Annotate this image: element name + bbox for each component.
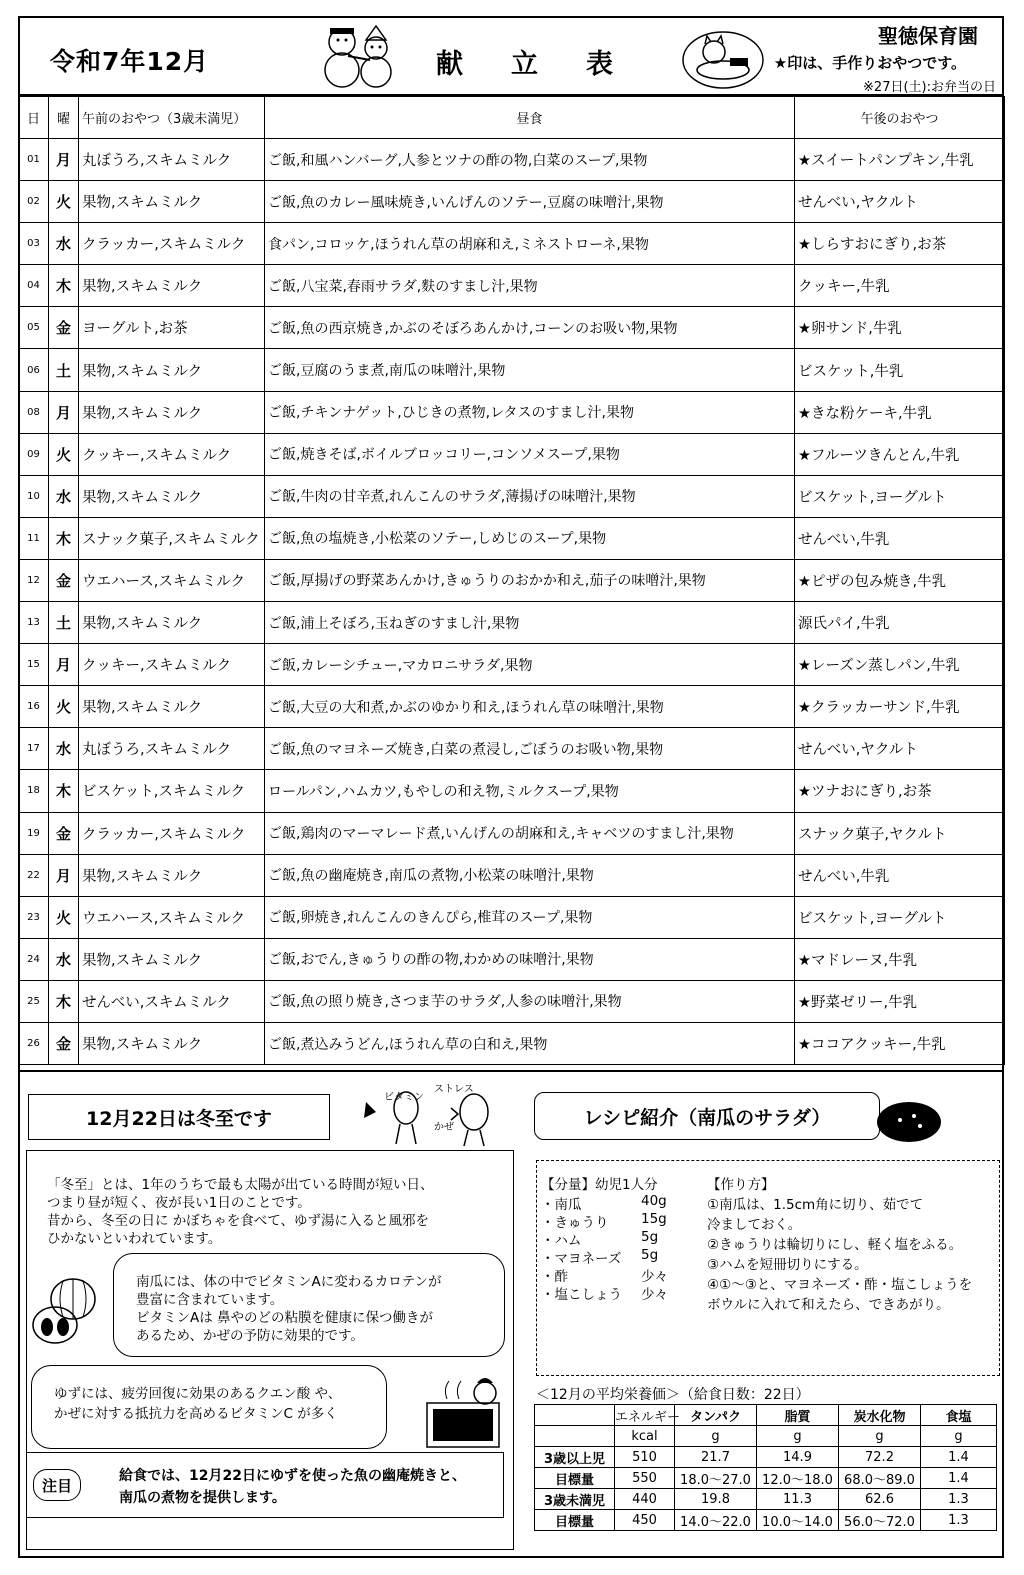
row-am-snack: せんべい,スキムミルク bbox=[79, 980, 265, 1022]
row-am-snack: ビスケット,スキムミルク bbox=[79, 770, 265, 812]
row-dow: 木 bbox=[49, 980, 79, 1022]
row-day: 17 bbox=[19, 728, 49, 770]
row-day: 22 bbox=[19, 854, 49, 896]
row-day: 16 bbox=[19, 686, 49, 728]
menu-row bbox=[19, 223, 1005, 265]
row-am-snack: スナック菓子,スキムミルク bbox=[79, 517, 265, 559]
nutrition-caption: ＜12月の平均栄養価＞（給食日数：22日） bbox=[536, 1387, 810, 1403]
menu-row bbox=[19, 644, 1005, 686]
row-lunch: ご飯,八宝菜,春雨サラダ,麩のすまし汁,果物 bbox=[265, 265, 795, 307]
row-am-snack: 果物,スキムミルク bbox=[79, 265, 265, 307]
row-dow: 土 bbox=[49, 349, 79, 391]
nutrition-unit: kcal bbox=[615, 1426, 675, 1447]
row-lunch: 食パン,コロッケ,ほうれん草の胡麻和え,ミネストローネ,果物 bbox=[265, 223, 795, 265]
row-dow: 火 bbox=[49, 896, 79, 938]
row-day: 13 bbox=[19, 602, 49, 644]
menu-row bbox=[19, 181, 1005, 223]
yuzu-line-1: ゆずには、疲労回復に効果のあるクエン酸 や、 bbox=[54, 1386, 342, 1402]
nutrition-table bbox=[534, 1404, 997, 1531]
recipe-step: ①南瓜は、1.5cm角に切り、茹でて bbox=[707, 1197, 924, 1213]
row-lunch: ご飯,カレーシチュー,マカロニサラダ,果物 bbox=[265, 644, 795, 686]
nutrition-value: 1.4 bbox=[921, 1447, 997, 1468]
star-note: ★印は、手作りおやつです。 bbox=[773, 54, 966, 72]
ingredient-name: ・塩こしょう bbox=[541, 1287, 622, 1303]
ingredient-amount: 少々 bbox=[641, 1269, 668, 1285]
row-pm-snack: ★スイートパンプキン,牛乳 bbox=[795, 139, 1005, 181]
row-day: 10 bbox=[19, 475, 49, 517]
winter-line-4: ひかないといわれています。 bbox=[47, 1231, 222, 1247]
menu-row bbox=[19, 728, 1005, 770]
nutrition-value: 1.4 bbox=[921, 1468, 997, 1489]
nutrition-row-label: 目標量 bbox=[535, 1468, 615, 1489]
nutrition-header: 炭水化物 bbox=[839, 1405, 921, 1426]
row-pm-snack: ビスケット,ヨーグルト bbox=[795, 475, 1005, 517]
row-pm-snack: せんべい,牛乳 bbox=[795, 517, 1005, 559]
nutrition-value: 450 bbox=[615, 1510, 675, 1531]
nutrition-value: 12.0～18.0 bbox=[757, 1468, 839, 1489]
nutrition-value: 56.0～72.0 bbox=[839, 1510, 921, 1531]
row-dow: 金 bbox=[49, 559, 79, 601]
row-dow: 金 bbox=[49, 812, 79, 854]
menu-header-row bbox=[19, 97, 1005, 139]
row-lunch: ご飯,大豆の大和煮,かぶのゆかり和え,ほうれん草の味噌汁,果物 bbox=[265, 686, 795, 728]
row-am-snack: 果物,スキムミルク bbox=[79, 181, 265, 223]
row-dow: 土 bbox=[49, 602, 79, 644]
row-am-snack: ヨーグルト,お茶 bbox=[79, 307, 265, 349]
nutrition-value: 1.3 bbox=[921, 1510, 997, 1531]
ingredient-amount: 15g bbox=[641, 1211, 667, 1227]
row-day: 26 bbox=[19, 1022, 49, 1064]
row-day: 24 bbox=[19, 938, 49, 980]
menu-row bbox=[19, 896, 1005, 938]
recipe-step: ③ハムを短冊切りにする。 bbox=[707, 1257, 868, 1273]
menu-table bbox=[18, 96, 1005, 1065]
menu-row bbox=[19, 139, 1005, 181]
row-day: 18 bbox=[19, 770, 49, 812]
ingredient-name: ・きゅうり bbox=[541, 1215, 609, 1231]
row-day: 04 bbox=[19, 265, 49, 307]
row-lunch: ご飯,煮込みうどん,ほうれん草の白和え,果物 bbox=[265, 1022, 795, 1064]
row-pm-snack: ★クラッカーサンド,牛乳 bbox=[795, 686, 1005, 728]
menu-row bbox=[19, 938, 1005, 980]
row-pm-snack: ビスケット,牛乳 bbox=[795, 349, 1005, 391]
nutrition-header: エネルギー bbox=[615, 1405, 675, 1426]
row-dow: 火 bbox=[49, 433, 79, 475]
ingredient-amount: 5g bbox=[641, 1247, 659, 1263]
menu-row bbox=[19, 559, 1005, 601]
recipe-box bbox=[536, 1160, 1000, 1376]
menu-row bbox=[19, 391, 1005, 433]
row-lunch: ご飯,魚のマヨネーズ焼き,白菜の煮浸し,ごぼうのお吸い物,果物 bbox=[265, 728, 795, 770]
ingredient-amount: 少々 bbox=[641, 1287, 668, 1303]
recipe-step: ②きゅうりは輪切りにし、軽く塩をふる。 bbox=[707, 1237, 963, 1253]
snowman-illustration bbox=[308, 20, 408, 90]
pumpkin-line-3: ビタミンAは 鼻やのどの粘膜を健康に保つ働きが bbox=[136, 1310, 434, 1326]
nutrition-units-row bbox=[535, 1426, 997, 1447]
row-dow: 水 bbox=[49, 938, 79, 980]
row-pm-snack: せんべい,ヤクルト bbox=[795, 728, 1005, 770]
recipe-step: ④①～③と、マヨネーズ・酢・塩こしょうを bbox=[707, 1277, 973, 1293]
menu-row bbox=[19, 265, 1005, 307]
row-am-snack: 果物,スキムミルク bbox=[79, 391, 265, 433]
row-am-snack: 果物,スキムミルク bbox=[79, 938, 265, 980]
row-pm-snack: ★フルーツきんとん,牛乳 bbox=[795, 433, 1005, 475]
page-title: 献立表 bbox=[436, 49, 661, 80]
row-day: 09 bbox=[19, 433, 49, 475]
vitamin-fight-illustration bbox=[346, 1078, 506, 1150]
nutrition-value: 11.3 bbox=[757, 1489, 839, 1510]
row-am-snack: 果物,スキムミルク bbox=[79, 854, 265, 896]
row-lunch: ご飯,卵焼き,れんこんのきんぴら,椎茸のスープ,果物 bbox=[265, 896, 795, 938]
winter-heading: 12月22日は冬至です bbox=[28, 1094, 330, 1140]
ingredient-name: ・ハム bbox=[541, 1233, 582, 1249]
nutrition-unit: g bbox=[757, 1426, 839, 1447]
row-am-snack: クッキー,スキムミルク bbox=[79, 644, 265, 686]
row-pm-snack: せんべい,ヤクルト bbox=[795, 181, 1005, 223]
ingredient-amount: 40g bbox=[641, 1193, 667, 1209]
pumpkin-line-4: あるため、かぜの予防に効果的です。 bbox=[136, 1328, 364, 1344]
row-am-snack: クッキー,スキムミルク bbox=[79, 433, 265, 475]
ingredient-amount: 5g bbox=[641, 1229, 659, 1245]
row-day: 19 bbox=[19, 812, 49, 854]
row-dow: 木 bbox=[49, 265, 79, 307]
illus-vitamin-label: ビタミン bbox=[384, 1092, 424, 1103]
section-divider bbox=[18, 1070, 1004, 1072]
row-dow: 水 bbox=[49, 475, 79, 517]
nutrition-unit: g bbox=[675, 1426, 757, 1447]
attention-badge: 注目 bbox=[33, 1469, 81, 1501]
nutrition-value: 510 bbox=[615, 1447, 675, 1468]
row-am-snack: クラッカー,スキムミルク bbox=[79, 812, 265, 854]
row-day: 06 bbox=[19, 349, 49, 391]
row-am-snack: 果物,スキムミルク bbox=[79, 1022, 265, 1064]
menu-month: 令和7年12月 bbox=[50, 47, 210, 76]
row-am-snack: 丸ぼうろ,スキムミルク bbox=[79, 728, 265, 770]
nutrition-header: 脂質 bbox=[757, 1405, 839, 1426]
row-day: 08 bbox=[19, 391, 49, 433]
nutrition-value: 72.2 bbox=[839, 1447, 921, 1468]
pumpkin-line-2: 豊富に含まれています。 bbox=[136, 1292, 284, 1308]
row-pm-snack: 源氏パイ,牛乳 bbox=[795, 602, 1005, 644]
nutrition-value: 62.6 bbox=[839, 1489, 921, 1510]
menu-row bbox=[19, 686, 1005, 728]
yuzu-bath-illustration bbox=[419, 1369, 509, 1453]
row-am-snack: 果物,スキムミルク bbox=[79, 475, 265, 517]
nutrition-row bbox=[535, 1468, 997, 1489]
row-dow: 火 bbox=[49, 686, 79, 728]
row-am-snack: 果物,スキムミルク bbox=[79, 602, 265, 644]
nutrition-value: 14.0～22.0 bbox=[675, 1510, 757, 1531]
nutrition-unit bbox=[535, 1426, 615, 1447]
row-pm-snack: ★レーズン蒸しパン,牛乳 bbox=[795, 644, 1005, 686]
nutrition-value: 550 bbox=[615, 1468, 675, 1489]
recipe-step: 冷ましておく。 bbox=[707, 1217, 802, 1233]
row-lunch: ご飯,和風ハンバーグ,人参とツナの酢の物,白菜のスープ,果物 bbox=[265, 139, 795, 181]
nutrition-header: タンパク bbox=[675, 1405, 757, 1426]
row-dow: 月 bbox=[49, 854, 79, 896]
row-am-snack: ウエハース,スキムミルク bbox=[79, 559, 265, 601]
pumpkin-illustration bbox=[29, 1273, 109, 1349]
menu-row bbox=[19, 980, 1005, 1022]
row-lunch: ご飯,焼きそば,ボイルブロッコリー,コンソメスープ,果物 bbox=[265, 433, 795, 475]
row-lunch: ご飯,魚の幽庵焼き,南瓜の煮物,小松菜の味噌汁,果物 bbox=[265, 854, 795, 896]
nutrition-unit: g bbox=[839, 1426, 921, 1447]
row-dow: 水 bbox=[49, 223, 79, 265]
row-lunch: ご飯,魚の西京焼き,かぶのそぼろあんかけ,コーンのお吸い物,果物 bbox=[265, 307, 795, 349]
menu-row bbox=[19, 307, 1005, 349]
pumpkin-dish-icon bbox=[874, 1098, 944, 1146]
nutrition-value: 21.7 bbox=[675, 1447, 757, 1468]
row-pm-snack: せんべい,牛乳 bbox=[795, 854, 1005, 896]
nutrition-value: 18.0～27.0 bbox=[675, 1468, 757, 1489]
row-lunch: ご飯,魚の照り焼き,さつま芋のサラダ,人参の味噌汁,果物 bbox=[265, 980, 795, 1022]
row-day: 01 bbox=[19, 139, 49, 181]
row-dow: 月 bbox=[49, 139, 79, 181]
illus-cold-label: かぜ bbox=[434, 1122, 454, 1133]
nutrition-header bbox=[535, 1405, 615, 1426]
row-pm-snack: ★野菜ゼリー,牛乳 bbox=[795, 980, 1005, 1022]
menu-row bbox=[19, 433, 1005, 475]
row-am-snack: 果物,スキムミルク bbox=[79, 349, 265, 391]
row-day: 03 bbox=[19, 223, 49, 265]
col-day: 日 bbox=[19, 97, 49, 139]
nutrition-row bbox=[535, 1447, 997, 1468]
nutrition-headers-row bbox=[535, 1405, 997, 1426]
nutrition-value: 68.0～89.0 bbox=[839, 1468, 921, 1489]
col-lunch: 昼食 bbox=[265, 97, 795, 139]
row-am-snack: クラッカー,スキムミルク bbox=[79, 223, 265, 265]
row-pm-snack: ★きな粉ケーキ,牛乳 bbox=[795, 391, 1005, 433]
menu-row bbox=[19, 770, 1005, 812]
row-lunch: ご飯,魚の塩焼き,小松菜のソテー,しめじのスープ,果物 bbox=[265, 517, 795, 559]
nutrition-row-label: 3歳未満児 bbox=[535, 1489, 615, 1510]
ingredient-name: ・マヨネーズ bbox=[541, 1251, 622, 1267]
row-pm-snack: ★卵サンド,牛乳 bbox=[795, 307, 1005, 349]
nutrition-value: 440 bbox=[615, 1489, 675, 1510]
yuzu-line-2: かぜに対する抵抗力を高めるビタミンC が多く bbox=[54, 1406, 338, 1422]
row-pm-snack: ビスケット,ヨーグルト bbox=[795, 896, 1005, 938]
menu-row bbox=[19, 517, 1005, 559]
ingredient-name: ・酢 bbox=[541, 1269, 568, 1285]
col-pm-snack: 午後のおやつ bbox=[795, 97, 1005, 139]
row-lunch: ご飯,鶏肉のマーマレード煮,いんげんの胡麻和え,キャベツのすまし汁,果物 bbox=[265, 812, 795, 854]
row-lunch: ご飯,浦上そぼろ,玉ねぎのすまし汁,果物 bbox=[265, 602, 795, 644]
col-am-snack: 午前のおやつ（3歳未満児） bbox=[79, 97, 265, 139]
row-pm-snack: ★しらすおにぎり,お茶 bbox=[795, 223, 1005, 265]
row-day: 02 bbox=[19, 181, 49, 223]
row-day: 15 bbox=[19, 644, 49, 686]
row-lunch: ご飯,チキンナゲット,ひじきの煮物,レタスのすまし汁,果物 bbox=[265, 391, 795, 433]
recipe-heading: レシピ紹介（南瓜のサラダ） bbox=[534, 1092, 880, 1140]
winter-line-1: 「冬至」とは、1年のうちで最も太陽が出ている時間が短い日、 bbox=[47, 1177, 434, 1193]
row-lunch: ご飯,厚揚げの野菜あんかけ,きゅうりのおかか和え,茄子の味噌汁,果物 bbox=[265, 559, 795, 601]
pumpkin-bubble bbox=[113, 1253, 505, 1357]
row-day: 25 bbox=[19, 980, 49, 1022]
pumpkin-line-1: 南瓜には、体の中でビタミンAに変わるカロテンが bbox=[136, 1274, 442, 1290]
row-am-snack: 丸ぼうろ,スキムミルク bbox=[79, 139, 265, 181]
row-dow: 火 bbox=[49, 181, 79, 223]
row-dow: 月 bbox=[49, 644, 79, 686]
row-pm-snack: スナック菓子,ヤクルト bbox=[795, 812, 1005, 854]
ingredients-title: 【分量】幼児1人分 bbox=[541, 1177, 658, 1193]
winter-line-3: 昔から、冬至の日に かぼちゃを食べて、ゆず湯に入ると風邪を bbox=[47, 1213, 430, 1229]
menu-row bbox=[19, 854, 1005, 896]
row-day: 23 bbox=[19, 896, 49, 938]
recipe-step: ボウルに入れて和えたら、できあがり。 bbox=[707, 1297, 950, 1313]
winter-line-2: つまり昼が短く、夜が長い1日のことです。 bbox=[47, 1195, 311, 1211]
row-day: 05 bbox=[19, 307, 49, 349]
nutrition-value: 10.0～14.0 bbox=[757, 1510, 839, 1531]
nutrition-row bbox=[535, 1510, 997, 1531]
row-dow: 金 bbox=[49, 1022, 79, 1064]
menu-row bbox=[19, 602, 1005, 644]
row-lunch: ご飯,魚のカレー風味焼き,いんげんのソテー,豆腐の味噌汁,果物 bbox=[265, 181, 795, 223]
row-lunch: ご飯,牛肉の甘辛煮,れんこんのサラダ,薄揚げの味噌汁,果物 bbox=[265, 475, 795, 517]
row-dow: 木 bbox=[49, 770, 79, 812]
nutrition-unit: g bbox=[921, 1426, 997, 1447]
col-dow: 曜 bbox=[49, 97, 79, 139]
row-pm-snack: ★マドレーヌ,牛乳 bbox=[795, 938, 1005, 980]
nutrition-value: 1.3 bbox=[921, 1489, 997, 1510]
yuzu-bubble bbox=[31, 1365, 387, 1449]
row-pm-snack: クッキー,牛乳 bbox=[795, 265, 1005, 307]
illus-stress-label: ストレス bbox=[434, 1084, 474, 1095]
row-dow: 水 bbox=[49, 728, 79, 770]
menu-row bbox=[19, 1022, 1005, 1064]
row-am-snack: 果物,スキムミルク bbox=[79, 686, 265, 728]
attention-line-1: 給食では、12月22日にゆずを使った魚の幽庵焼きと、 bbox=[119, 1468, 466, 1484]
nutrition-value: 14.9 bbox=[757, 1447, 839, 1468]
nutrition-row-label: 目標量 bbox=[535, 1510, 615, 1531]
menu-row bbox=[19, 475, 1005, 517]
row-dow: 木 bbox=[49, 517, 79, 559]
header bbox=[18, 16, 1004, 96]
row-pm-snack: ★ツナおにぎり,お茶 bbox=[795, 770, 1005, 812]
row-lunch: ご飯,豆腐のうま煮,南瓜の味噌汁,果物 bbox=[265, 349, 795, 391]
menu-row bbox=[19, 349, 1005, 391]
school-name: 聖徳保育園 bbox=[878, 24, 978, 48]
row-pm-snack: ★ココアクッキー,牛乳 bbox=[795, 1022, 1005, 1064]
row-day: 12 bbox=[19, 559, 49, 601]
row-day: 11 bbox=[19, 517, 49, 559]
ingredient-name: ・南瓜 bbox=[541, 1197, 582, 1213]
row-pm-snack: ★ピザの包み焼き,牛乳 bbox=[795, 559, 1005, 601]
steps-title: 【作り方】 bbox=[707, 1177, 775, 1193]
row-am-snack: ウエハース,スキムミルク bbox=[79, 896, 265, 938]
row-lunch: ご飯,おでん,きゅうりの酢の物,わかめの味噌汁,果物 bbox=[265, 938, 795, 980]
nutrition-row-label: 3歳以上児 bbox=[535, 1447, 615, 1468]
nutrition-row bbox=[535, 1489, 997, 1510]
menu-row bbox=[19, 812, 1005, 854]
row-dow: 月 bbox=[49, 391, 79, 433]
attention-note bbox=[26, 1452, 504, 1518]
nutrition-value: 19.8 bbox=[675, 1489, 757, 1510]
row-lunch: ロールパン,ハムカツ,もやしの和え物,ミルクスープ,果物 bbox=[265, 770, 795, 812]
row-dow: 金 bbox=[49, 307, 79, 349]
attention-line-2: 南瓜の煮物を提供します。 bbox=[119, 1490, 286, 1506]
nutrition-header: 食塩 bbox=[921, 1405, 997, 1426]
cat-cake-illustration bbox=[678, 24, 768, 92]
bento-note: ※27日(土):お弁当の日 bbox=[863, 80, 996, 95]
